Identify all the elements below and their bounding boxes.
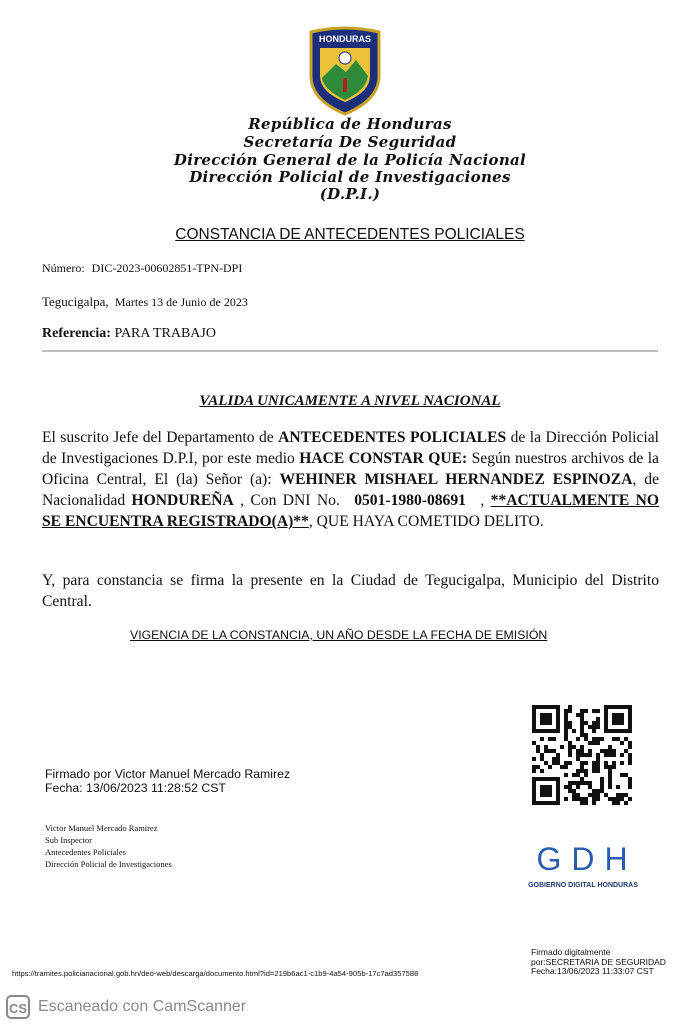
closing-paragraph: Y, para constancia se firma la presente en la Ciudad de Tegucigalpa, Municipio del Distrito Central. — [42, 572, 659, 610]
referencia-row — [42, 326, 216, 342]
date-row — [42, 294, 248, 310]
para1-text-7: , QUE HAYA COMETIDO DELITO. — [308, 513, 544, 530]
numero-value: DIC-2023-00602851-TPN-DPI — [91, 261, 243, 275]
signed-date: Fecha: 13/06/2023 11:28:52 CST — [45, 781, 226, 795]
gdh-letters: GDH — [536, 841, 638, 877]
camscanner-text: Escaneado con CamScanner — [38, 998, 247, 1015]
digital-sig-line-1: Firmado digitalmente — [531, 947, 611, 957]
issue-date: Martes 13 de Junio de 2023 — [114, 295, 248, 309]
header-line-direccion-policial: Dirección Policial de Investigaciones — [189, 168, 511, 186]
referencia-value: PARA TRABAJO — [114, 326, 216, 341]
electronic-signature — [45, 767, 290, 795]
signatory-division: Dirección Policial de Investigaciones — [45, 859, 172, 869]
para1-text-5: , Con DNI No. — [240, 492, 340, 509]
signatory-dept: Antecedentes Policiales — [45, 847, 126, 857]
digital-sig-line-2: por:SECRETARIA DE SEGURIDAD — [531, 956, 666, 967]
person-name: WEHINER MISHAEL HERNANDEZ ESPINOZA — [279, 471, 633, 488]
document-url[interactable]: https://tramites.policianacional.gob.hn/deo-web/descarga/documento.html?id=219b6ac1-c1b9-4a54-905b-17c7ad357588 — [12, 969, 419, 978]
para1-text-1: El suscrito Jefe del Departamento de — [42, 429, 274, 446]
divider — [42, 350, 658, 352]
signed-by: Firmado por Victor Manuel Mercado Ramirez — [45, 767, 291, 781]
para1-text-4: , de Nacionalidad — [42, 471, 660, 509]
police-badge-logo — [306, 26, 384, 116]
certification-paragraph — [42, 427, 659, 532]
header-line-republica: República de Honduras — [248, 115, 452, 133]
digital-sig-line-3: Fecha:13/06/2023 11:33:07 CST — [531, 966, 654, 976]
signatory-details — [45, 822, 172, 870]
para1-text-3: Según nuestros archivos de la Oficina Central, El (la) Señor (a): — [42, 450, 659, 488]
digital-signature-stamp — [531, 948, 666, 977]
document-title: CONSTANCIA DE ANTECEDENTES POLICIALES — [175, 226, 525, 243]
gdh-caption: GOBIERNO DIGITAL HONDURAS — [528, 882, 638, 889]
nationality: HONDUREÑA — [131, 492, 234, 509]
camscanner-watermark — [6, 994, 246, 1020]
signatory-name: Victor Manuel Mercado Ramirez — [45, 823, 158, 833]
camscanner-logo-icon: CS — [6, 995, 30, 1019]
record-status: **ACTUALMENTE NO SE ENCUENTRA REGISTRADO(A)** — [42, 492, 659, 530]
para1-hace-constar: HACE CONSTAR QUE: — [299, 450, 468, 467]
header-line-dpi: (D.P.I.) — [319, 185, 381, 203]
dni-number: 0501-1980-08691 — [354, 492, 466, 509]
signatory-rank: Sub Inspector — [45, 835, 92, 845]
para1-text-2: de la Dirección Policial de Investigaciones D.P.I, por este medio — [42, 429, 659, 467]
header-line-secretaria: Secretaría De Seguridad — [243, 133, 457, 151]
vigencia-note: VIGENCIA DE LA CONSTANCIA, UN AÑO DESDE LA FECHA DE EMISIÓN — [130, 628, 548, 642]
validity-heading: VALIDA UNICAMENTE A NIVEL NACIONAL — [199, 393, 501, 409]
para1-department: ANTECEDENTES POLICIALES — [278, 429, 507, 446]
qr-code — [532, 705, 632, 805]
gdh-logo — [526, 840, 640, 898]
badge-top-text: HONDURAS — [318, 34, 372, 44]
numero-label: Número: — [42, 261, 85, 275]
city-label: Tegucigalpa, — [42, 294, 109, 309]
header-line-direccion-general: Dirección General de la Policía Nacional — [173, 151, 527, 169]
numero-row — [42, 261, 242, 276]
referencia-label: Referencia: — [42, 326, 111, 341]
para1-text-6: , — [480, 492, 485, 509]
